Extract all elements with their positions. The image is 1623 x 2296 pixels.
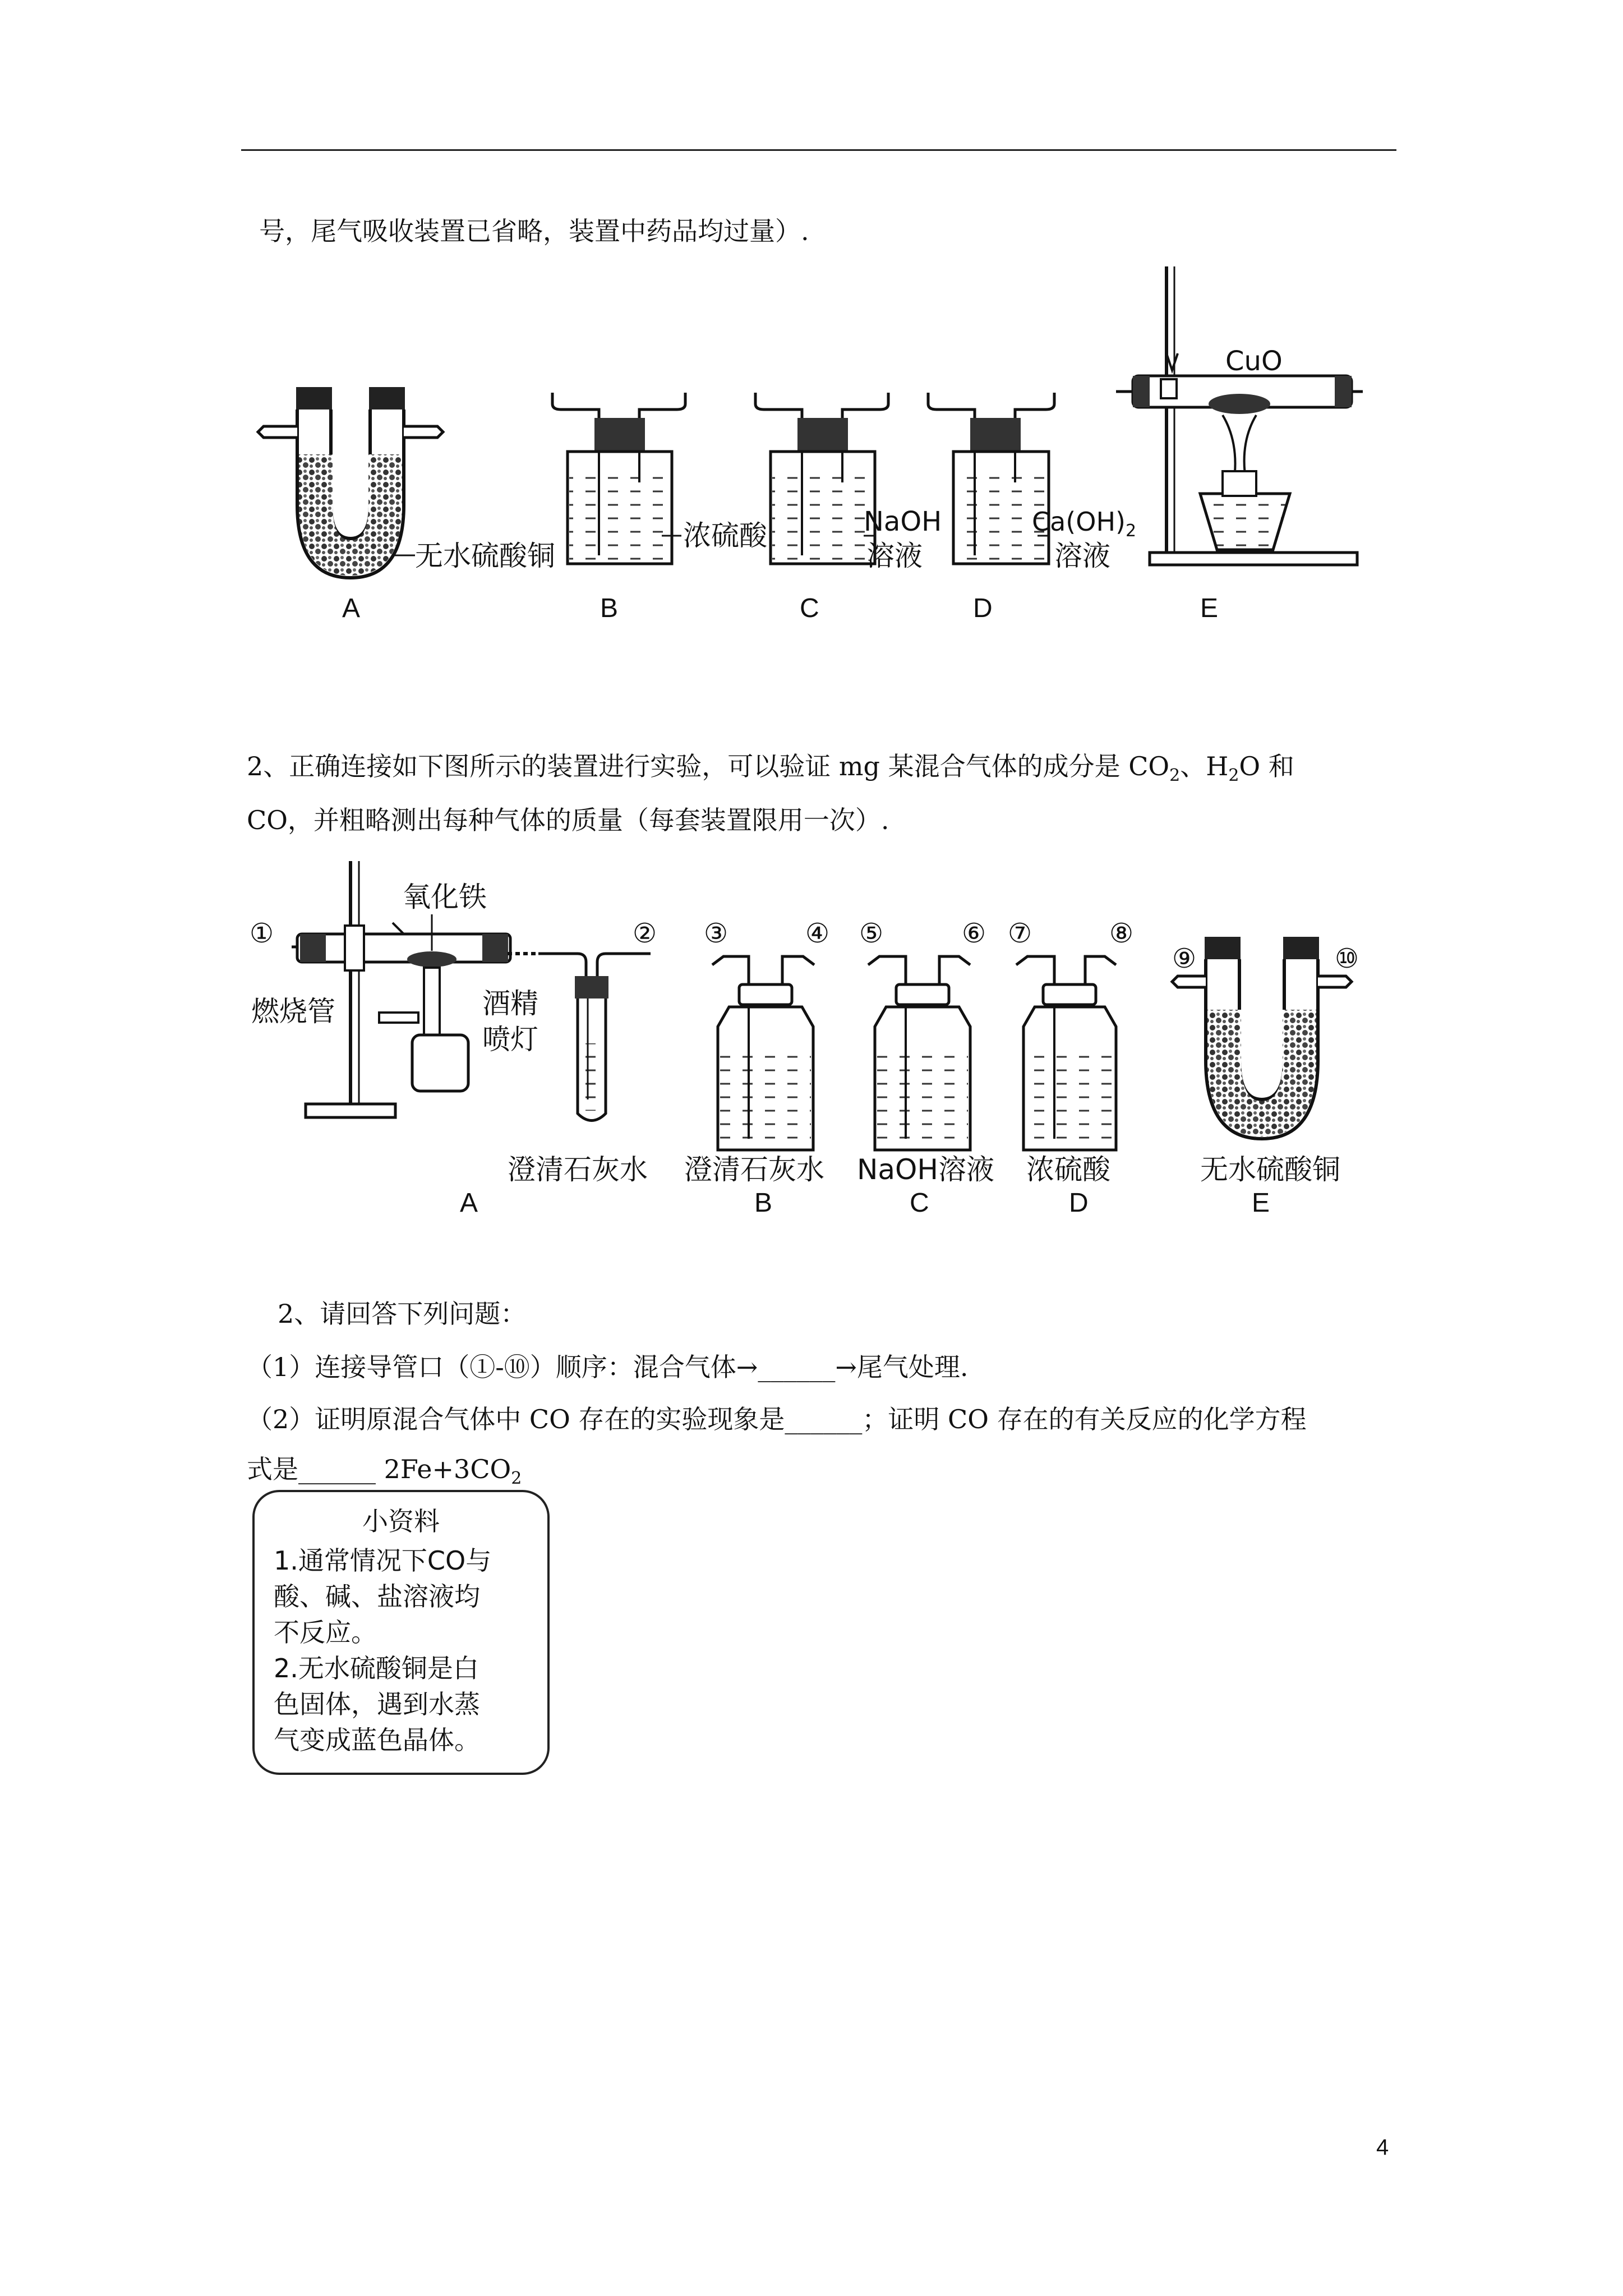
- fig1-b-reagent-label: 浓硫酸: [683, 519, 767, 552]
- combustion-apparatus-a: [292, 861, 651, 1121]
- fig2-a-reagent-label: 澄清石灰水: [508, 1153, 648, 1186]
- fig1-d-reagent-label-2: 溶液: [1054, 540, 1110, 572]
- gas-bottle-b: [552, 393, 685, 564]
- fig2-c-reagent-label: NaOH溶液: [857, 1153, 994, 1186]
- lamp-label-1: 酒精: [482, 987, 538, 1020]
- page-number: 4: [1376, 2135, 1389, 2160]
- fig2-caption-a: A: [460, 1188, 478, 1218]
- u-tube-e2: [1172, 937, 1352, 1139]
- port-3: ③: [704, 918, 728, 949]
- combustion-tube-label: 燃烧管: [251, 995, 335, 1028]
- info-box-body: 1.通常情况下CO与 酸、碱、盐溶液均 不反应。 2.无水硫酸铜是白 色固体，遇到水蒸 气变成蓝色晶体。: [274, 1545, 492, 1755]
- fig2-d-reagent-label: 浓硫酸: [1026, 1153, 1110, 1186]
- port-1: ①: [250, 918, 274, 949]
- gas-bottle-d: [928, 393, 1054, 564]
- gas-bottle-d2: [1016, 956, 1116, 1150]
- fig1-caption-a: A: [342, 593, 361, 623]
- fig1-a-reagent-label: 无水硫酸铜: [415, 540, 555, 572]
- port-10: ⑩: [1335, 943, 1359, 974]
- fig2-b-reagent-label: 澄清石灰水: [684, 1153, 824, 1186]
- fig1-caption-c: C: [800, 593, 819, 623]
- fig1-caption-d: D: [973, 593, 993, 623]
- question-1: （1）连接导管口（①-⑩）顺序：混合气体→______→尾气处理.: [247, 1352, 969, 1382]
- fig2-e-reagent-label: 无水硫酸铜: [1200, 1153, 1340, 1186]
- iron-oxide-label: 氧化铁: [403, 881, 487, 913]
- port-2: ②: [633, 918, 657, 949]
- q2-line-1: 2、正确连接如下图所示的装置进行实验，可以验证 mg 某混合气体的成分是 $CO_2$、$H_2O$ 和: [247, 751, 1294, 786]
- questions-heading: 2、请回答下列问题：: [278, 1299, 527, 1329]
- fig1-c-reagent-label-1: NaOH: [864, 506, 942, 537]
- port-6: ⑥: [962, 918, 986, 949]
- question-2-line-1: （2）证明原混合气体中 CO 存在的实验现象是______；证明 CO 存在的有关反应的化学方程: [247, 1404, 1307, 1434]
- fig1-c-reagent-label-2: 溶液: [866, 540, 923, 572]
- lamp-label-2: 喷灯: [482, 1023, 538, 1056]
- port-4: ④: [805, 918, 830, 949]
- info-box-title: 小资料: [362, 1506, 440, 1536]
- apparatus-figure-1: [0, 0, 1623, 673]
- heating-apparatus-e: [1116, 266, 1363, 565]
- fig2-caption-b: B: [754, 1188, 773, 1218]
- gas-bottle-c2: [868, 956, 970, 1150]
- port-5: ⑤: [859, 918, 884, 949]
- fig2-caption-d: D: [1069, 1188, 1089, 1218]
- question-2-line-2: 式是______ $2Fe+3CO_2$: [247, 1454, 522, 1489]
- port-8: ⑧: [1109, 918, 1134, 949]
- gas-bottle-b2: [712, 956, 814, 1150]
- info-box: [252, 1490, 550, 1775]
- gas-bottle-c: [755, 393, 888, 564]
- intro-line: 号，尾气吸收装置已省略，装置中药品均过量）.: [259, 216, 809, 246]
- fig1-caption-e: E: [1200, 593, 1219, 623]
- port-7: ⑦: [1008, 918, 1032, 949]
- fig1-caption-b: B: [600, 593, 619, 623]
- fig2-caption-e: E: [1252, 1188, 1270, 1218]
- fig1-d-reagent-label-1: $Ca(OH)_2$: [1032, 507, 1137, 541]
- q2-line-2: CO，并粗略测出每种气体的质量（每套装置限用一次）.: [247, 805, 889, 835]
- port-9: ⑨: [1172, 943, 1197, 974]
- fig2-caption-c: C: [910, 1188, 929, 1218]
- fig1-e-reagent-label: CuO: [1225, 346, 1283, 377]
